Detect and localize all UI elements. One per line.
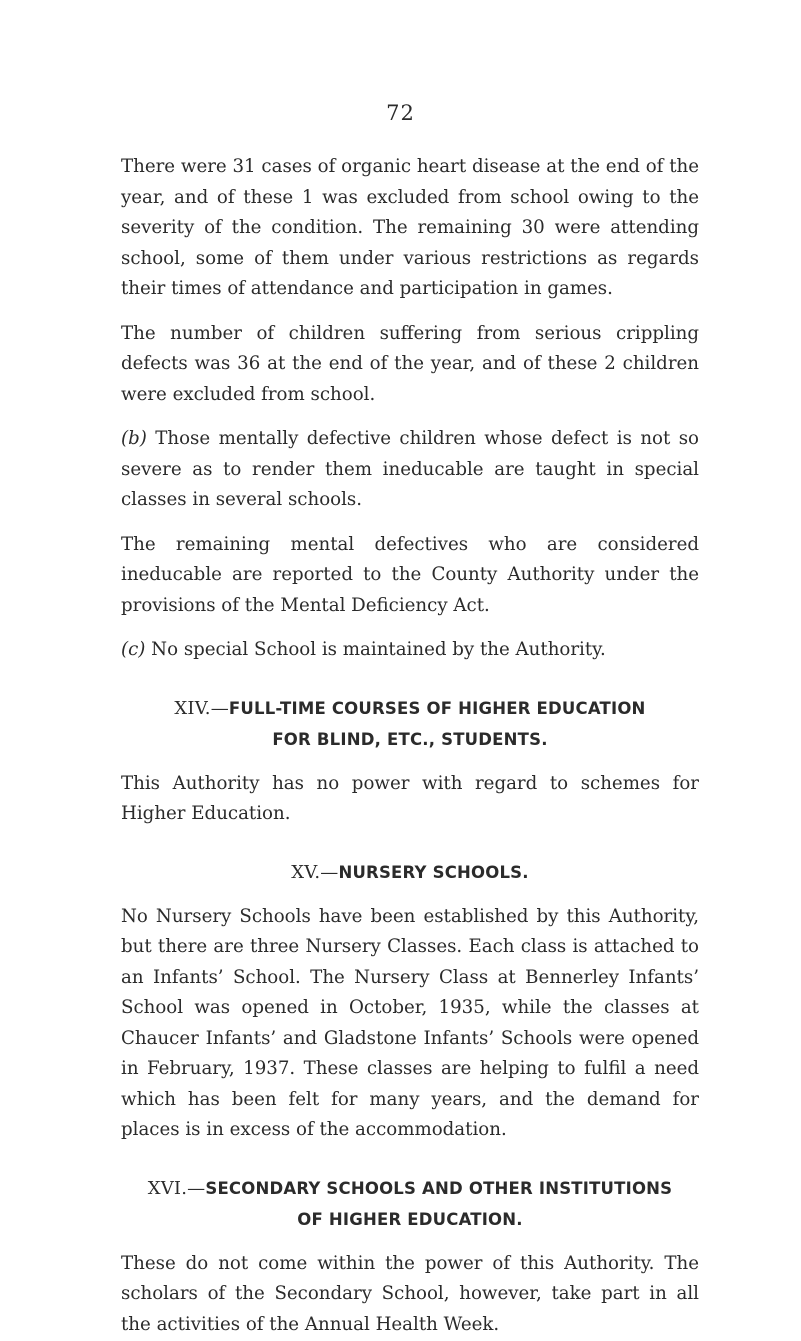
item-marker-c: (c) bbox=[121, 639, 146, 660]
section-xv-body: No Nursery Schools have been established by this Authority, but there are three Nursery Classes. Each class is attached to an Infants’ School. The Nursery Class at Bennerley Infants’ School was opened in October, 1935, while the classes at Chaucer Infants’ and Gladstone Infants’ Schools were opened in February, 1937. These classes are helping to fulfil a need which has been felt for many years, and the demand for places is in excess of the accommodation. bbox=[121, 905, 699, 1140]
paragraph-mentally-defective-text: Those mentally defective children whose defect is not so severe as to render them ineducable are taught in special classes in several schools. bbox=[121, 428, 699, 510]
section-xiv-body: This Authority has no power with regard to schemes for Higher Education. bbox=[121, 772, 699, 824]
section-xvi-title-line1: SECONDARY SCHOOLS AND OTHER INSTITUTIONS bbox=[205, 1178, 673, 1198]
section-xv-heading bbox=[121, 857, 699, 888]
section-xiv-heading-line1 bbox=[121, 693, 699, 724]
section-xvi-numeral: XVI.— bbox=[147, 1177, 206, 1199]
section-xvi-title-line2: OF HIGHER EDUCATION. bbox=[297, 1209, 523, 1229]
item-marker-b: (b) bbox=[121, 428, 147, 449]
paragraph-heart-disease: There were 31 cases of organic heart disease at the end of the year, and of these 1 was excluded from school owing to the severity of the condition. The remaining 30 were attending school, some of them under various restrictions as regards their times of attendance and participation in games. bbox=[121, 156, 699, 299]
section-xiv-title-line1: FULL-TIME COURSES OF HIGHER EDUCATION bbox=[228, 698, 646, 718]
paragraph-special-school bbox=[121, 635, 699, 666]
section-xiv-title-line2: FOR BLIND, ETC., STUDENTS. bbox=[272, 729, 548, 749]
section-xvi-heading bbox=[121, 1173, 699, 1235]
section-xiv-numeral: XIV.— bbox=[174, 697, 229, 719]
section-xvi-heading-line1 bbox=[121, 1173, 699, 1204]
page-content bbox=[121, 152, 699, 1340]
section-xvi-body: These do not come within the power of this Authority. The scholars of the Secondary School, however, take part in all the activities of the Annual Health Week. bbox=[121, 1252, 699, 1335]
paragraph-remaining-defectives: The remaining mental defectives who are considered ineducable are reported to the County Authority under the provisions of the Mental Deficiency Act. bbox=[121, 533, 699, 616]
paragraph-mentally-defective bbox=[121, 424, 699, 516]
section-xiv-heading bbox=[121, 693, 699, 755]
paragraph-crippling-defects: The number of children suffering from serious crippling defects was 36 at the end of the year, and of these 2 children were excluded from school. bbox=[121, 322, 699, 405]
section-xv-title: NURSERY SCHOOLS. bbox=[338, 862, 529, 882]
paragraph-special-school-text: No special School is maintained by the Authority. bbox=[145, 639, 606, 660]
page-number: 72 bbox=[386, 101, 415, 125]
section-xv-numeral: XV.— bbox=[291, 861, 339, 883]
